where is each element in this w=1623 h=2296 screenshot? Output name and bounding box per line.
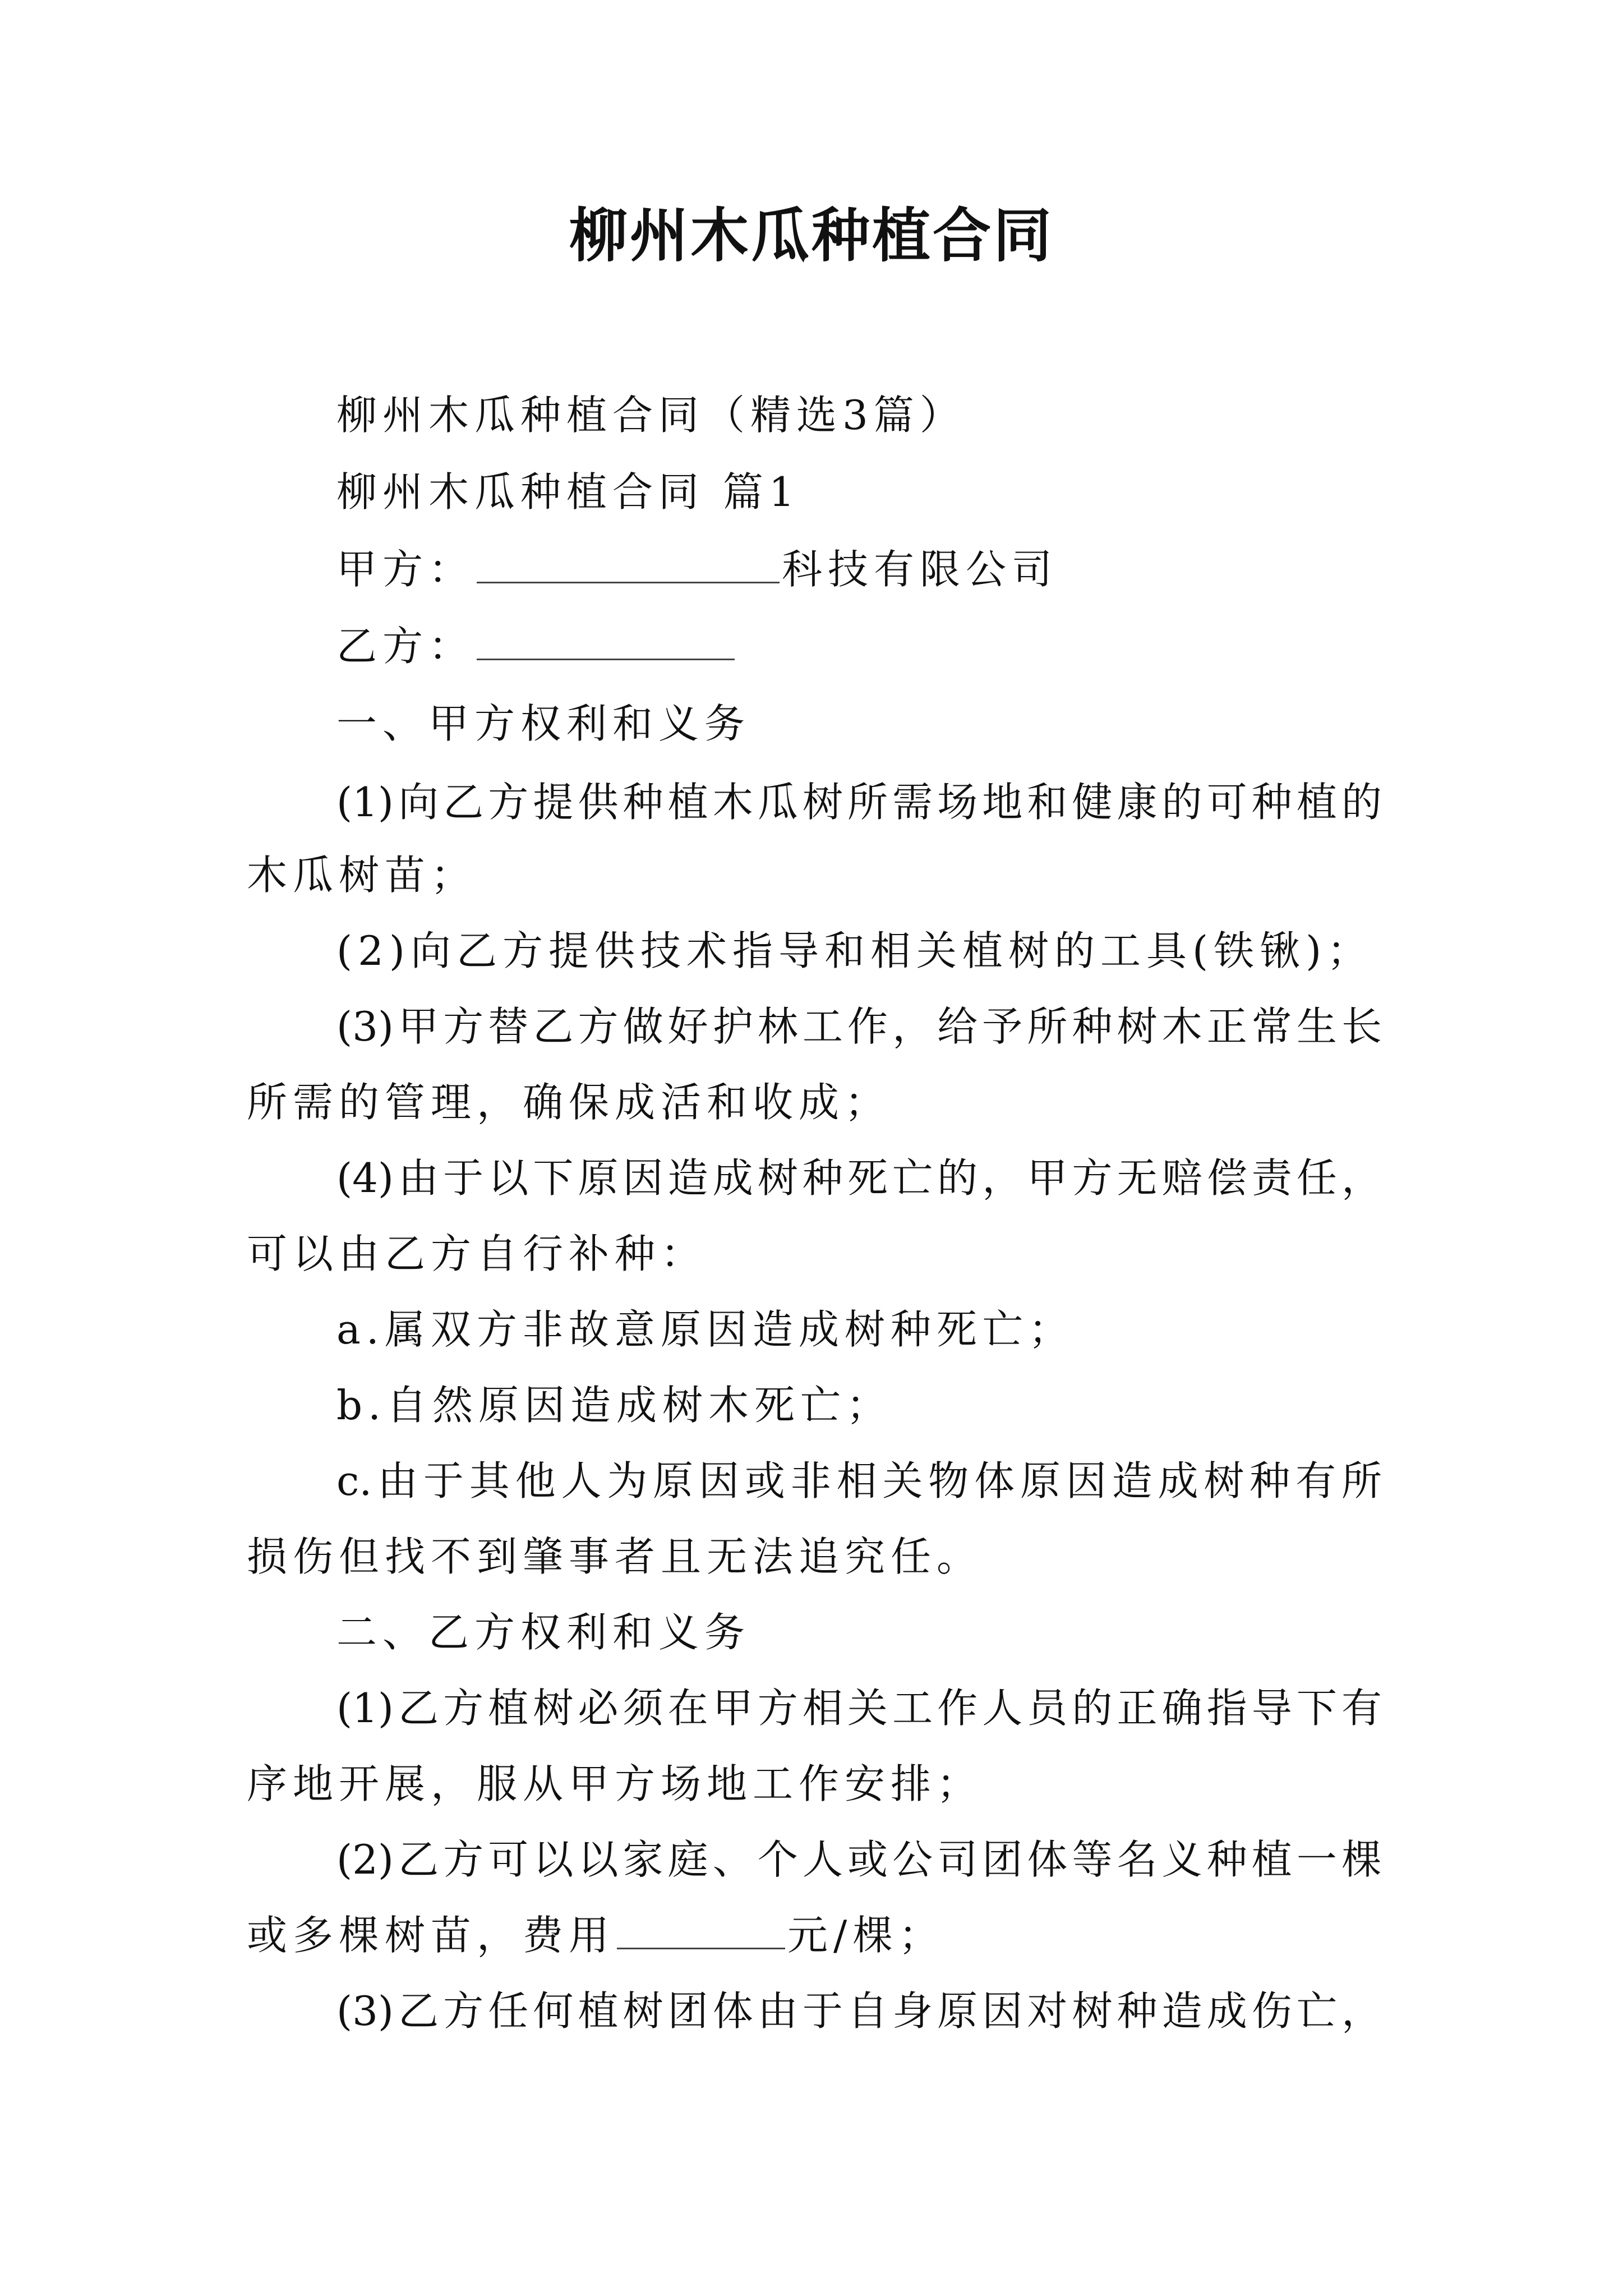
fee-line (247, 1904, 944, 1966)
party-b-blank (477, 619, 735, 660)
list-item-b: b.自然原因造成树木死亡； (336, 1382, 892, 1429)
paragraph-line: (4)由于以下原因造成树种死亡的，甲方无赔偿责任， (336, 1154, 1382, 1202)
fee-label: 或多棵树苗，费用 (247, 1912, 615, 1959)
list-item-a: a.属双方非故意原因造成树种死亡； (336, 1306, 1075, 1353)
paragraph-line: (1)乙方植树必须在甲方相关工作人员的正确指导下有 (336, 1685, 1382, 1732)
paragraph-line: 所需的管理，确保成活和收成； (247, 1079, 891, 1126)
party-a-label: 甲方： (336, 546, 475, 593)
heading-party-b-rights: 二、乙方权利和义务 (336, 1609, 751, 1656)
party-b-label: 乙方： (336, 623, 475, 670)
party-a-blank (477, 542, 780, 583)
heading-party-a-rights: 一、甲方权利和义务 (336, 700, 751, 747)
paragraph-line: (3)乙方任何植树团体由于自身原因对树种造成伤亡， (336, 1987, 1382, 2035)
paragraph-line: 损伤但找不到肇事者且无法追究任。 (247, 1533, 983, 1580)
paragraph-line: (2)乙方可以以家庭、个人或公司团体等名义种植一棵 (336, 1836, 1382, 1883)
paragraph-line: (3)甲方替乙方做好护林工作，给予所种树木正常生长 (336, 1003, 1382, 1050)
party-a-line (336, 539, 1058, 600)
party-a-suffix: 科技有限公司 (782, 546, 1058, 593)
section-heading-1: 柳州木瓜种植合同 篇1 (336, 468, 800, 516)
subtitle-line: 柳州木瓜种植合同（精选3篇） (336, 392, 966, 439)
paragraph-line: 序地开展，服从甲方场地工作安排； (247, 1760, 983, 1807)
paragraph-line: 木瓜树苗； (247, 852, 477, 899)
party-b-line (336, 615, 737, 677)
paragraph-line: (1)向乙方提供种植木瓜树所需场地和健康的可种植的 (336, 779, 1382, 826)
paragraph-line: 可以由乙方自行补种： (247, 1230, 707, 1277)
paragraph-line: (2)向乙方提供技术指导和相关植树的工具(铁锹)； (336, 927, 1373, 974)
fee-blank (617, 1908, 785, 1949)
document-title: 柳州木瓜种植合同 (569, 201, 1054, 270)
list-item-c: c.由于其他人为原因或非相关物体原因造成树种有所 (336, 1457, 1382, 1504)
fee-unit: 元/棵； (787, 1912, 945, 1959)
